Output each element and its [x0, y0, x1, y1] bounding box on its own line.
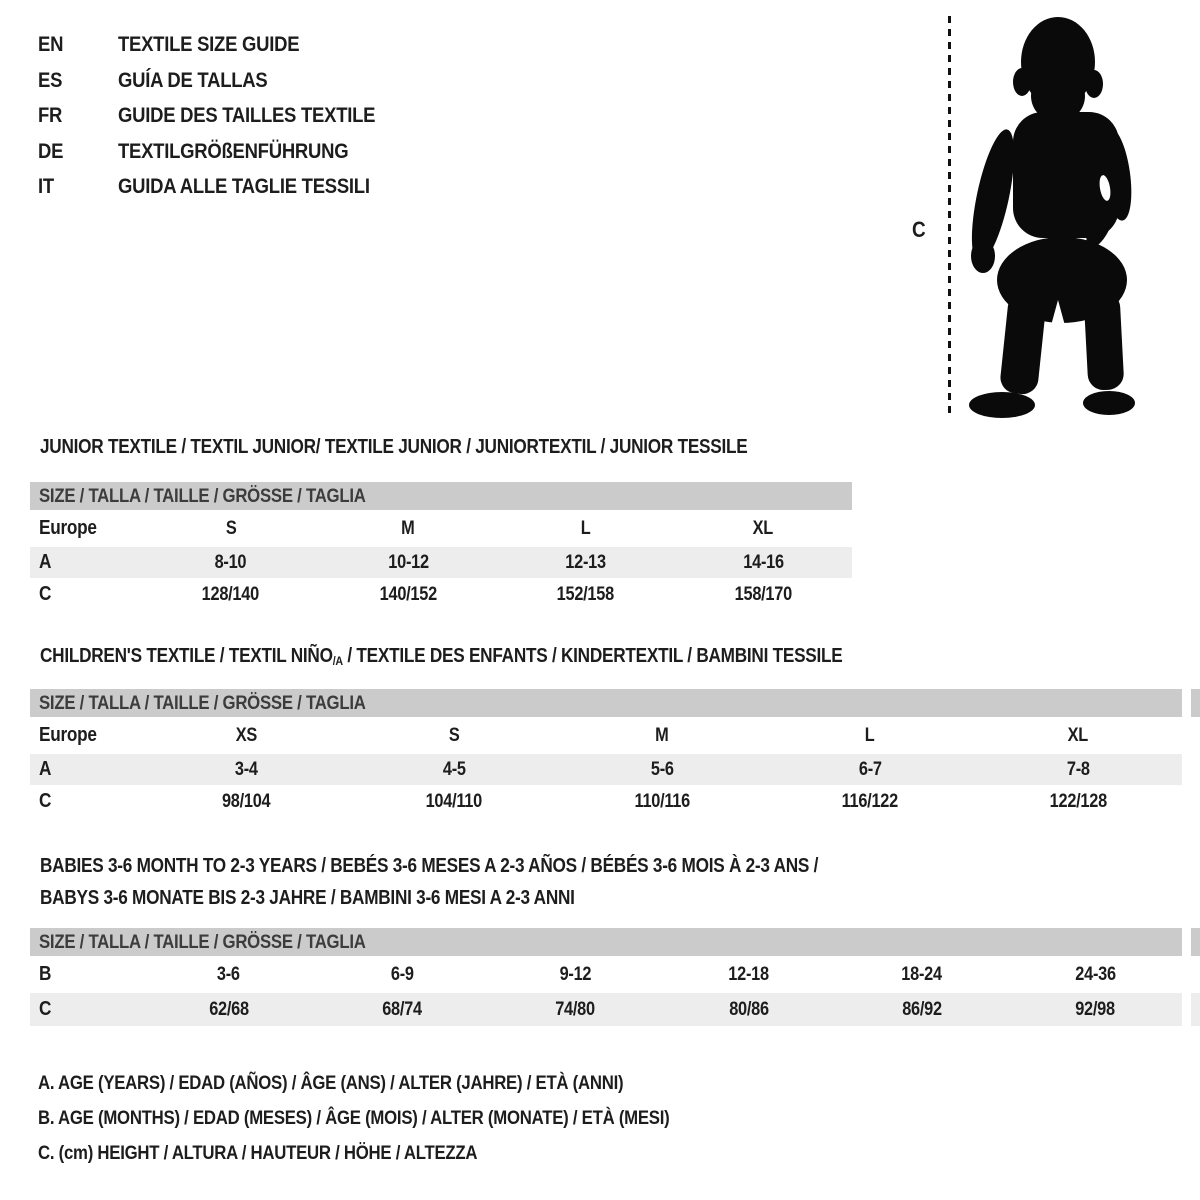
junior-section-title: JUNIOR TEXTILE / TEXTIL JUNIOR/ TEXTILE JUNIOR / JUNIORTEXTIL / JUNIOR TESSILE — [40, 436, 748, 458]
row-label: A — [39, 551, 52, 573]
toddler-silhouette-icon — [958, 14, 1140, 420]
table-cell: XS — [235, 724, 257, 746]
language-row-es — [38, 63, 417, 99]
babies-section-title — [40, 850, 945, 914]
language-code: EN — [38, 32, 64, 57]
children-size-table — [30, 689, 1182, 818]
table-cell: 98/104 — [221, 790, 271, 812]
table-cell: 140/152 — [379, 583, 437, 605]
table-cell: 128/140 — [202, 583, 260, 605]
table-cell: 74/80 — [555, 998, 596, 1020]
size-header-bar: SIZE / TALLA / TAILLE / GRÖSSE / TAGLIA — [30, 689, 1182, 717]
age-months-row — [30, 956, 1182, 993]
table-cell: 6-9 — [390, 963, 414, 985]
header-bar-edge-fragment — [1191, 689, 1200, 717]
row-label: A — [39, 758, 52, 780]
table-cell: 6-7 — [858, 758, 882, 780]
language-code: IT — [38, 174, 54, 199]
table-cell: 24-36 — [1075, 963, 1116, 985]
language-row-fr — [38, 98, 417, 134]
table-cell: M — [401, 517, 415, 539]
nino-a-subscript: /A — [332, 654, 343, 669]
region-size-row — [30, 510, 852, 547]
table-cell: 3-6 — [217, 963, 241, 985]
language-row-en — [38, 27, 417, 63]
header-bar-edge-fragment — [1191, 928, 1200, 956]
row-label: C — [39, 790, 52, 812]
table-cell: 92/98 — [1075, 998, 1116, 1020]
row-label: C — [39, 998, 52, 1020]
babies-title-line1: BABIES 3-6 MONTH TO 2-3 YEARS / BEBÉS 3-6 MESES A 2-3 AÑOS / BÉBÉS 3-6 MOIS À 2-3 ANS / — [40, 855, 819, 877]
language-code: ES — [38, 67, 63, 92]
row-label: B — [39, 963, 52, 985]
children-section-title: CHILDREN'S TEXTILE / TEXTIL NIÑO/A / TEXTILE DES ENFANTS / KINDERTEXTIL / BAMBINI TESSILE — [40, 645, 843, 669]
size-header-bar: SIZE / TALLA / TAILLE / GRÖSSE / TAGLIA — [30, 482, 852, 510]
table-cell: XL — [1067, 724, 1089, 746]
table-cell: 18-24 — [901, 963, 943, 985]
table-cell: 8-10 — [214, 551, 247, 573]
table-cell: L — [580, 517, 591, 539]
guide-title: TEXTILE SIZE GUIDE — [118, 32, 300, 57]
table-cell: L — [865, 724, 875, 746]
height-cm-row — [30, 578, 852, 611]
age-years-row — [30, 754, 1182, 785]
table-cell: 158/170 — [734, 583, 792, 605]
babies-title-line2: BABYS 3-6 MONATE BIS 2-3 JAHRE / BAMBINI 3-6 MESI A 2-3 ANNI — [40, 887, 575, 909]
table-cell: 122/128 — [1049, 790, 1107, 812]
row-label: Europe — [39, 517, 97, 539]
legend-line-c: C. (cm) HEIGHT / ALTURA / HAUTEUR / HÖHE / ALTEZZA — [38, 1142, 478, 1164]
table-cell: M — [655, 724, 669, 746]
region-size-row — [30, 717, 1182, 754]
table-cell: 14-16 — [742, 551, 784, 573]
table-cell: 110/116 — [634, 790, 690, 812]
guide-title: GUIDE DES TAILLES TEXTILE — [118, 103, 376, 128]
language-code: DE — [38, 138, 64, 163]
row-label: C — [39, 583, 52, 605]
row-label: Europe — [39, 724, 97, 746]
table-cell: 10-12 — [387, 551, 429, 573]
table-cell: 9-12 — [559, 963, 592, 985]
table-cell: 5-6 — [650, 758, 674, 780]
babies-size-table — [30, 928, 1182, 1026]
junior-size-table — [30, 482, 852, 611]
language-code: FR — [38, 103, 63, 128]
guide-title: GUÍA DE TALLAS — [118, 67, 268, 92]
measurement-legend — [38, 1066, 772, 1171]
language-row-de — [38, 134, 417, 170]
table-cell: 116/122 — [841, 790, 899, 812]
table-cell: 86/92 — [902, 998, 942, 1020]
stripe-edge-fragment — [1191, 993, 1200, 1026]
table-cell: 104/110 — [425, 790, 483, 812]
legend-line-a: A. AGE (YEARS) / EDAD (AÑOS) / ÂGE (ANS) / ALTER (JAHRE) / ETÀ (ANNI) — [38, 1072, 624, 1094]
table-cell: 80/86 — [728, 998, 769, 1020]
table-cell: S — [225, 517, 237, 539]
table-cell: 68/74 — [382, 998, 422, 1020]
legend-line-b: B. AGE (MONTHS) / EDAD (MESES) / ÂGE (MOIS) / ALTER (MONATE) / ETÀ (MESI) — [38, 1107, 670, 1129]
table-cell: XL — [753, 517, 774, 539]
height-measure-label: C — [912, 217, 926, 242]
table-cell: 12-13 — [565, 551, 606, 573]
height-cm-row — [30, 993, 1182, 1026]
language-row-it — [38, 169, 417, 205]
table-cell: 152/158 — [557, 583, 615, 605]
table-cell: 12-18 — [728, 963, 769, 985]
height-measure-line — [948, 16, 951, 414]
guide-title: TEXTILGRÖßENFÜHRUNG — [118, 138, 349, 163]
height-cm-row — [30, 785, 1182, 818]
table-cell: 3-4 — [234, 758, 258, 780]
table-cell: 62/68 — [208, 998, 249, 1020]
age-years-row — [30, 547, 852, 578]
table-cell: 4-5 — [442, 758, 466, 780]
size-header-bar: SIZE / TALLA / TAILLE / GRÖSSE / TAGLIA — [30, 928, 1182, 956]
guide-title: GUIDA ALLE TAGLIE TESSILI — [118, 174, 370, 199]
table-cell: S — [448, 724, 460, 746]
table-cell: 7-8 — [1066, 758, 1090, 780]
language-title-list — [38, 27, 417, 205]
